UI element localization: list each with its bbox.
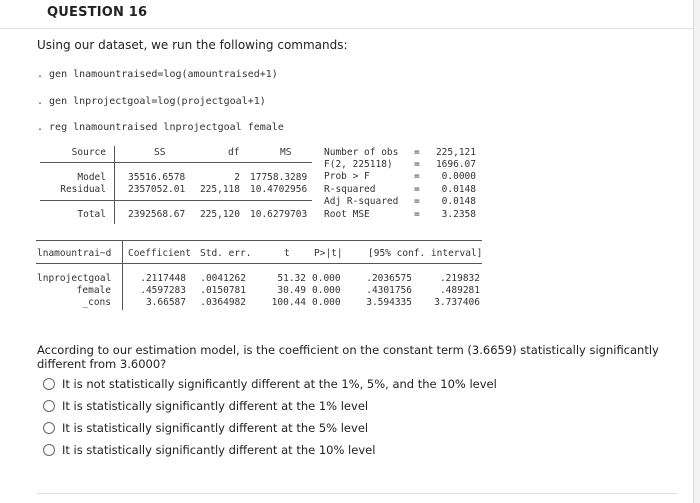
stat-value: 0.0148 (441, 196, 476, 207)
anova-row-source: Residual (60, 184, 106, 195)
stat-value: 225,121 (435, 147, 476, 158)
stat-label: R-squared (324, 184, 376, 195)
stat-value: 3.2358 (441, 209, 476, 220)
coef-row-var: lnprojectgoal (37, 273, 112, 284)
anova-row-ss: 2357052.01 (128, 184, 186, 195)
stat-equals: = (414, 159, 420, 170)
command-line-2: . gen lnprojectgoal=log(projectgoal+1) (37, 96, 266, 107)
title-divider (0, 28, 694, 29)
coef-row-se: .0364982 (200, 297, 246, 308)
coef-header-p: P>|t| (314, 248, 343, 259)
answer-option-3[interactable] (43, 421, 368, 435)
coef-row-se: .0041262 (200, 273, 246, 284)
anova-row-ss: 2392568.67 (128, 209, 186, 220)
coef-row-ci-low: 3.594335 (366, 297, 412, 308)
bottom-divider (37, 493, 677, 494)
coef-top-rule (36, 240, 482, 241)
answer-option-label: It is statistically significantly different at the 5% level (62, 421, 369, 435)
coef-row-ci-low: .4301756 (366, 285, 412, 296)
anova-row-df: 225,118 (199, 184, 240, 195)
stat-equals: = (414, 196, 420, 207)
anova-row-df: 225,120 (199, 209, 240, 220)
stat-value: 1696.07 (435, 159, 476, 170)
anova-row-source: Total (77, 209, 106, 220)
answer-option-2[interactable] (43, 399, 368, 413)
coef-row-coef: .2117448 (140, 273, 186, 284)
coef-header-coefficient: Coefficient (128, 248, 191, 259)
anova-header-ss: SS (154, 147, 166, 158)
stat-label: Prob > F (324, 171, 370, 182)
coef-row-ci-high: .489281 (439, 285, 480, 296)
stat-equals: = (414, 171, 420, 182)
anova-header-ms: MS (280, 147, 292, 158)
anova-header-rule (40, 162, 312, 163)
anova-row-source: Model (77, 172, 106, 183)
anova-header-source: Source (71, 147, 106, 158)
coef-row-p: 0.000 (312, 285, 341, 296)
stat-value: 0.0148 (441, 184, 476, 195)
coef-row-coef: 3.66587 (145, 297, 186, 308)
anova-total-rule (40, 200, 312, 201)
stat-equals: = (414, 209, 420, 220)
answer-option-label: It is not statistically significantly different at the 1%, 5%, and the 10% level (62, 377, 497, 391)
coef-depvar: lnamountrai~d (37, 248, 112, 259)
coef-row-var: female (76, 285, 111, 296)
stat-value: 0.0000 (441, 171, 476, 182)
stat-label: Root MSE (324, 209, 370, 220)
coef-header-ci: [95% conf. interval] (368, 248, 483, 259)
answer-option-1[interactable] (43, 377, 497, 391)
answer-option-label: It is statistically significantly different at the 1% level (62, 399, 369, 413)
coef-row-ci-low: .2036575 (366, 273, 412, 284)
radio-button[interactable] (43, 378, 55, 390)
anova-column-rule (114, 146, 115, 224)
coef-header-stderr: Std. err. (200, 248, 252, 259)
stat-label: F(2, 225118) (324, 159, 393, 170)
question-intro: Using our dataset, we run the following commands: (37, 38, 348, 52)
answer-option-label: It is statistically significantly different at the 10% level (62, 443, 376, 457)
scrollbar[interactable] (693, 0, 700, 503)
coef-header-rule (36, 263, 482, 264)
anova-header-df: df (228, 147, 240, 158)
anova-row-ms: 10.4702956 (250, 184, 308, 195)
command-line-1: . gen lnamountraised=log(amountraised+1) (37, 69, 278, 80)
radio-button[interactable] (43, 422, 55, 434)
anova-row-ms: 10.6279703 (250, 209, 308, 220)
stat-equals: = (414, 147, 420, 158)
coef-row-se: .0150781 (200, 285, 246, 296)
question-prompt: According to our estimation model, is the coefficient on the constant term (3.6659) statistically significantly different from 3.6000? (37, 343, 659, 371)
coef-row-coef: .4597283 (140, 285, 186, 296)
anova-row-df: 2 (234, 172, 240, 183)
anova-row-ms: 17758.3289 (250, 172, 308, 183)
question-title: QUESTION 16 (47, 5, 148, 20)
radio-button[interactable] (43, 444, 55, 456)
radio-button[interactable] (43, 400, 55, 412)
stat-equals: = (414, 184, 420, 195)
coef-header-t: t (284, 248, 290, 259)
coef-row-t: 30.49 (277, 285, 306, 296)
coef-row-ci-high: 3.737406 (434, 297, 480, 308)
anova-row-ss: 35516.6578 (128, 172, 186, 183)
coef-row-t: 51.32 (277, 273, 306, 284)
command-line-3: . reg lnamountraised lnprojectgoal female (37, 122, 284, 133)
coef-row-p: 0.000 (312, 297, 341, 308)
stat-label: Adj R-squared (324, 196, 399, 207)
coef-row-var: _cons (82, 297, 111, 308)
coef-row-t: 100.44 (271, 297, 306, 308)
stat-label: Number of obs (324, 147, 399, 158)
answer-option-4[interactable] (43, 443, 375, 457)
coef-row-ci-high: .219832 (439, 273, 480, 284)
coef-row-p: 0.000 (312, 273, 341, 284)
